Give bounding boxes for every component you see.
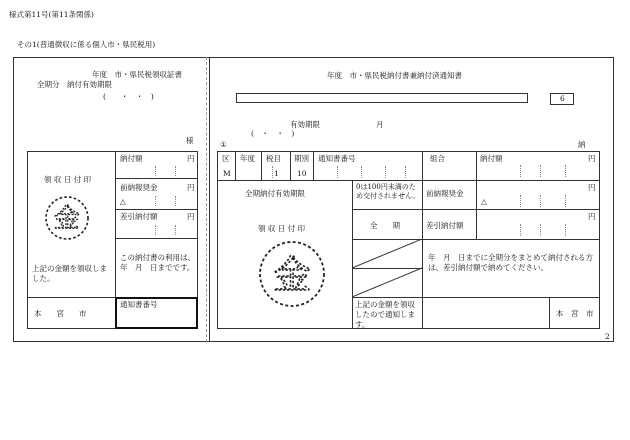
notice-col-ku: 区	[222, 154, 230, 163]
notice-full-term-label: 全期納付有効期限	[245, 189, 305, 198]
notice-seal-character: 金	[272, 253, 312, 297]
receipt-deduct-label: 差引納付額	[120, 212, 158, 221]
fold-line	[206, 57, 207, 342]
notice-box-number: 6	[560, 94, 565, 103]
notice-diagonal-lines	[352, 239, 422, 297]
notice-nou: 納	[578, 140, 586, 149]
notice-col-kumiai: 組合	[430, 154, 445, 163]
notice-col-zeimoku: 税目	[266, 154, 281, 163]
notice-under100-note: 0は100円未満のため交付されません。	[356, 183, 420, 201]
notice-col-kibetsu: 期別	[294, 154, 309, 163]
notice-zenki: 全 期	[370, 221, 400, 230]
notice-triangle: △	[481, 197, 487, 206]
notice-col-ku-value: M	[223, 169, 231, 178]
notice-amount-label: 納付額	[480, 154, 503, 163]
receipt-validity-date: ( ・ ・ )	[103, 92, 154, 101]
notice-yen: 円	[588, 212, 596, 221]
receipt-row-divider	[115, 209, 198, 210]
notice-validity-date: ( ・ ・ )	[251, 129, 295, 138]
receipt-received-note: 上記の金額を領収しました。	[32, 264, 107, 284]
receipt-row-divider	[115, 238, 198, 239]
receipt-hongu: 本 宮 市	[34, 309, 87, 318]
notice-title: 年度 市・県民税納付書兼納付済通知書	[327, 71, 462, 80]
notice-yen: 円	[588, 183, 596, 192]
notice-hongu: 本 宮 市	[556, 309, 594, 318]
receipt-sama: 様	[186, 136, 194, 145]
notice-validity-month: 月	[376, 120, 384, 129]
notice-page-number: 2	[605, 332, 610, 341]
notice-received-notify: 上記の金額を領収したので通知します。	[355, 300, 415, 330]
notice-col-zeimoku-value: 1	[274, 169, 279, 178]
notice-name-field[interactable]	[236, 93, 528, 103]
receipt-stamp-label: 領 収 日 付 印	[44, 175, 92, 184]
receipt-usage-note: この納付書の利用は、 年 月 日までです。	[120, 253, 199, 273]
notice-row-divider	[217, 180, 422, 181]
notice-validity-label: 有効期限	[290, 120, 320, 129]
receipt-amount-label: 納付額	[120, 154, 143, 163]
notice-prev-amount-label: 前納報奨金	[426, 189, 464, 198]
receipt-title: 年度 市・県民税領収証書	[92, 70, 182, 79]
receipt-validity-label: 全期分 納付有効期限	[37, 80, 112, 89]
notice-col-nendo: 年度	[240, 154, 255, 163]
notice-stamp-label: 領 収 日 付 印	[258, 224, 306, 233]
receipt-yen: 円	[187, 183, 195, 192]
receipt-triangle: △	[120, 197, 126, 206]
notice-yen: 円	[588, 154, 596, 163]
receipt-yen: 円	[187, 154, 195, 163]
form-number: 様式第11号(第11条関係)	[9, 10, 94, 19]
notice-col-kibetsu-value: 10	[297, 169, 307, 178]
notice-col-notice-number: 通知書番号	[318, 154, 356, 163]
notice-circle-one: ①	[220, 140, 227, 149]
receipt-yen: 円	[187, 212, 195, 221]
form-subtitle: その1(普通徴収に係る個人市・県民税用)	[17, 40, 156, 49]
receipt-seal-character: 金	[53, 204, 81, 234]
receipt-row-divider	[115, 178, 198, 179]
notice-full-pay-note: 年 月 日までに全期分をまとめて納付される方は、差引納付額で納めてください。	[428, 253, 593, 273]
receipt-prev-amount-label: 前納報奨金	[120, 183, 158, 192]
notice-deduct-label: 差引納付額	[426, 221, 464, 230]
receipt-seal-icon	[43, 194, 91, 242]
receipt-notice-number-label: 通知書番号	[120, 300, 158, 309]
notice-seal-icon	[257, 239, 327, 309]
